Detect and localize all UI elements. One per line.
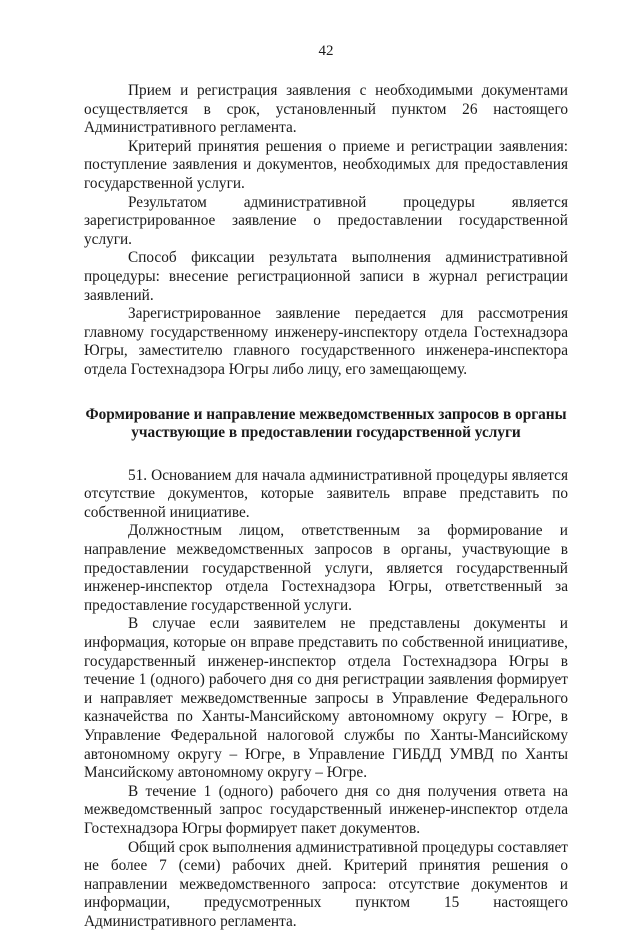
paragraph-interagency-requests: В случае если заявителем не представлены документы и информация, которые он вправе представить по собственной инициативе, государственный инженер-инспектор отдела Гостехнадзора Югры в течение 1 (одного) рабочего дня со дня регистрации заявления формирует и направляет межведомственные запросы в Управление Федерального казначейства по Ханты-Мансийскому автономному округу – Югре, в Управление Федеральной налоговой службы по Ханты-Мансийскому автономному округу – Югре, в Управление ГИБДД УМВД по Ханты Мансийскому автономному округу – Югре. (84, 615, 568, 782)
paragraph-transfer-to-inspector: Зарегистрированное заявление передается для рассмотрения главному государственному инженеру-инспектору отдела Гостехнадзора Югры, заместителю главного государственного инженера-инспектора отдела Гостехнадзора Югры либо лицу, его замещающему. (84, 305, 568, 378)
paragraph-acceptance-criterion: Критерий принятия решения о приеме и регистрации заявления: поступление заявления и документов, необходимых для предоставления государственной услуги. (84, 137, 568, 192)
paragraph-document-package: В течение 1 (одного) рабочего дня со дня получения ответа на межведомственный запрос государственный инженер-инспектор отдела Гостехнадзора Югры формирует пакет документов. (84, 782, 568, 837)
paragraph-procedure-result: Результатом административной процедуры является зарегистрированное заявление о предоставлении государственной услуги. (84, 193, 568, 248)
section-heading: Формирование и направление межведомственных запросов в органы участвующие в предоставлении государственной услуги (85, 405, 567, 442)
paragraph-fixation-method: Способ фиксации результата выполнения административной процедуры: внесение регистрационной записи в журнал регистрации заявлений. (84, 249, 568, 304)
paragraph-item-51: 51. Основанием для начала административной процедуры является отсутствие документов, которые заявитель вправе представить по собственной инициативе. (84, 466, 568, 521)
paragraph-registration-term: Прием и регистрация заявления с необходимыми документами осуществляется в срок, установленный пунктом 26 настоящего Административного регламента. (84, 82, 568, 137)
paragraph-responsible-official: Должностным лицом, ответственным за формирование и направление межведомственных запросов в органы, участвующие в предоставлении государственной услуги, является государственный инженер-инспектор отдела Гостехнадзора Югры, ответственный за предоставление государственной услуги. (84, 522, 568, 614)
page-number: 42 (318, 43, 334, 59)
paragraph-total-term: Общий срок выполнения административной процедуры составляет не более 7 (семи) рабочих дней. Критерий принятия решения о направлении межведомственного запроса: отсутствие документов и информации, предусмотренных пунктом 15 настоящего Административного регламента. (84, 838, 568, 930)
